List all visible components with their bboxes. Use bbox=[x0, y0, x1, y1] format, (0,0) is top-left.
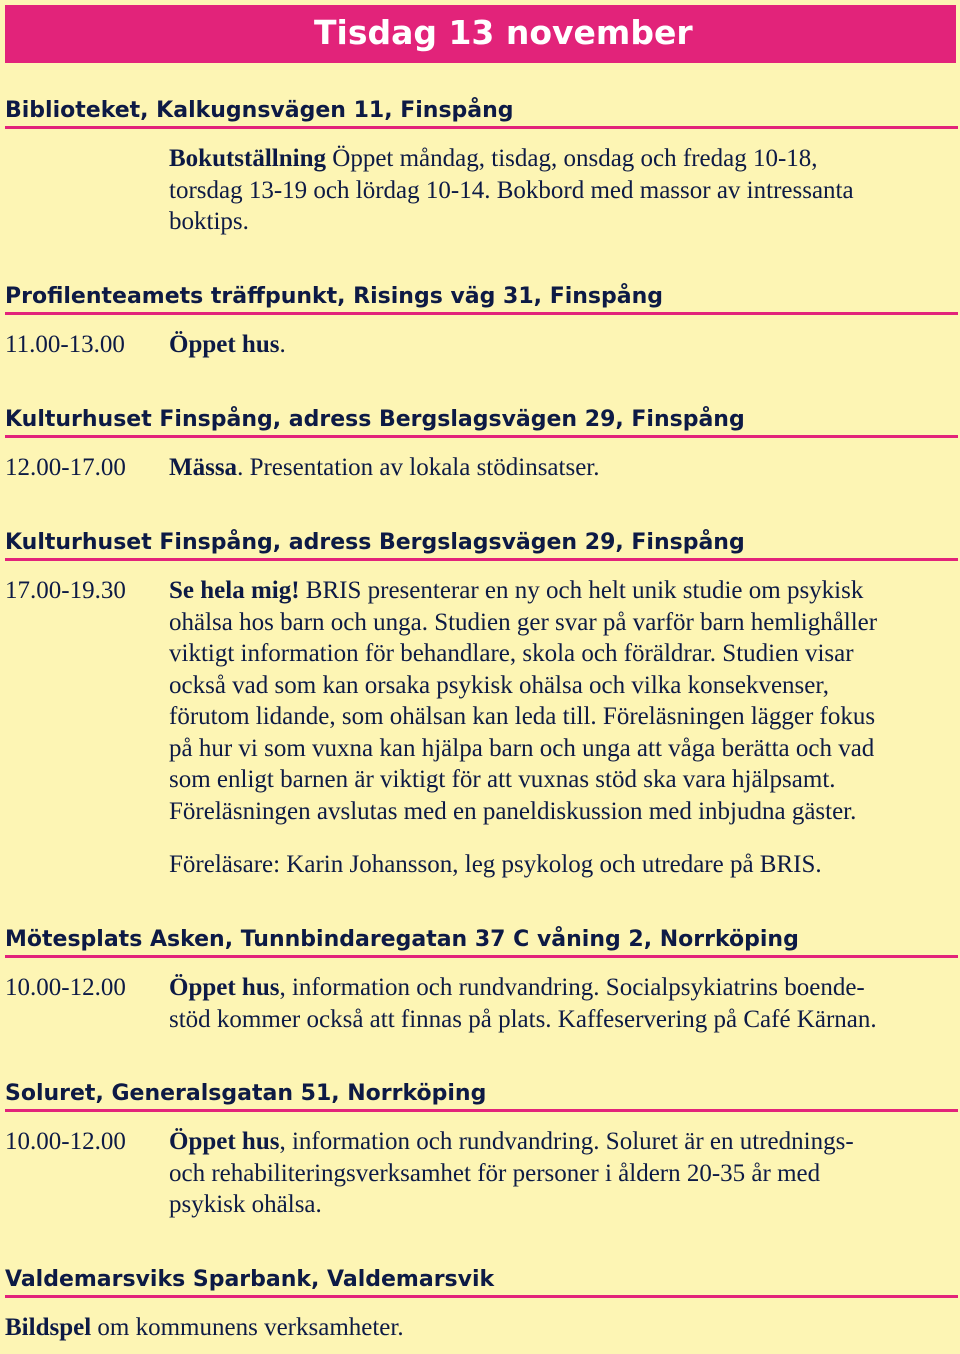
event-row bbox=[5, 143, 956, 238]
lecturer-row bbox=[5, 849, 956, 881]
description-line: Föreläsningen avslutas med en paneldiskussion med inbjudna gäster. bbox=[169, 797, 857, 825]
event-description bbox=[169, 452, 956, 484]
event-row bbox=[5, 1126, 956, 1221]
description-line: på hur vi som vuxna kan hjälpa barn och unga att våga berätta och vad bbox=[169, 734, 875, 762]
description-line: också vad som kan orsaka psykisk ohälsa och vilka konsekvenser, bbox=[169, 671, 829, 699]
event-description bbox=[169, 143, 956, 238]
description-line: . bbox=[279, 331, 286, 358]
event-description bbox=[169, 575, 956, 827]
event-title: Öppet hus bbox=[169, 331, 280, 358]
event-title: Bokutställning bbox=[169, 145, 327, 172]
event-title: Öppet hus bbox=[169, 1128, 280, 1155]
event-description bbox=[169, 972, 956, 1035]
venue-heading: Mötesplats Asken, Tunnbindaregatan 37 C våning 2, Norrköping bbox=[5, 925, 958, 958]
lecturer-text: Föreläsare: Karin Johansson, leg psykolog och utredare på BRIS. bbox=[169, 851, 822, 878]
event-title: Öppet hus bbox=[169, 974, 280, 1001]
description-line: viktigt information för behandlare, skola och föräldrar. Studien visar bbox=[169, 640, 854, 667]
venue-heading: Biblioteket, Kalkugnsvägen 11, Finspång bbox=[5, 96, 958, 129]
description-line: BRIS presenterar en ny och helt unik studie om psykisk bbox=[299, 577, 864, 604]
description-line: , information och rundvandring. Soluret är en utrednings- bbox=[279, 1128, 854, 1155]
venue-heading: Profilenteamets träffpunkt, Risings väg 31, Finspång bbox=[5, 282, 958, 315]
description-line: psykisk ohälsa. bbox=[169, 1191, 322, 1218]
event-row bbox=[5, 329, 956, 361]
event-time: 10.00-12.00 bbox=[5, 974, 126, 1001]
event-title: Se hela mig! bbox=[169, 577, 300, 604]
description-line: och rehabiliteringsverksamhet för personer i åldern 20-35 år med bbox=[169, 1159, 821, 1187]
description-line: , information och rundvandring. Socialpsykiatrins boende- bbox=[279, 974, 865, 1001]
description-line: som enligt barnen är viktigt för att vuxnas stöd ska vara hjälpsamt. bbox=[169, 766, 836, 793]
event-time: 12.00-17.00 bbox=[5, 454, 126, 481]
description-line: ohälsa hos barn och unga. Studien ger svar på varför barn hemlighåller bbox=[169, 608, 878, 636]
description-line: torsdag 13-19 och lördag 10-14. Bokbord med massor av intressanta bbox=[169, 176, 854, 204]
venue-heading: Kulturhuset Finspång, adress Bergslagsvägen 29, Finspång bbox=[5, 528, 958, 561]
venue-heading: Kulturhuset Finspång, adress Bergslagsvägen 29, Finspång bbox=[5, 405, 958, 438]
event-description bbox=[169, 329, 956, 361]
event-row bbox=[5, 972, 956, 1035]
event-row bbox=[5, 575, 956, 827]
event-time: 11.00-13.00 bbox=[5, 331, 125, 358]
event-description bbox=[169, 1126, 956, 1221]
description-line: . Presentation av lokala stödinsatser. bbox=[237, 454, 600, 481]
venue-heading: Soluret, Generalsgatan 51, Norrköping bbox=[5, 1079, 958, 1112]
description-line: boktips. bbox=[169, 208, 249, 235]
event-title: Mässa bbox=[169, 454, 238, 481]
event-row bbox=[5, 452, 956, 484]
description-line: om kommunens verksamheter. bbox=[91, 1314, 404, 1341]
event-row bbox=[5, 1312, 404, 1344]
page-title: Tisdag 13 november bbox=[314, 13, 693, 52]
event-title: Bildspel bbox=[5, 1314, 92, 1341]
venue-heading: Valdemarsviks Sparbank, Valdemarsvik bbox=[5, 1265, 958, 1298]
description-line: stöd kommer också att finnas på plats. Kaffeservering på Café Kärnan. bbox=[169, 1005, 877, 1033]
description-line: Öppet måndag, tisdag, onsdag och fredag 10-18, bbox=[326, 145, 818, 172]
description-line: förutom lidande, som ohälsan kan leda till. Föreläsningen lägger fokus bbox=[169, 703, 876, 730]
event-time: 10.00-12.00 bbox=[5, 1128, 126, 1155]
event-time: 17.00-19.30 bbox=[5, 577, 126, 604]
